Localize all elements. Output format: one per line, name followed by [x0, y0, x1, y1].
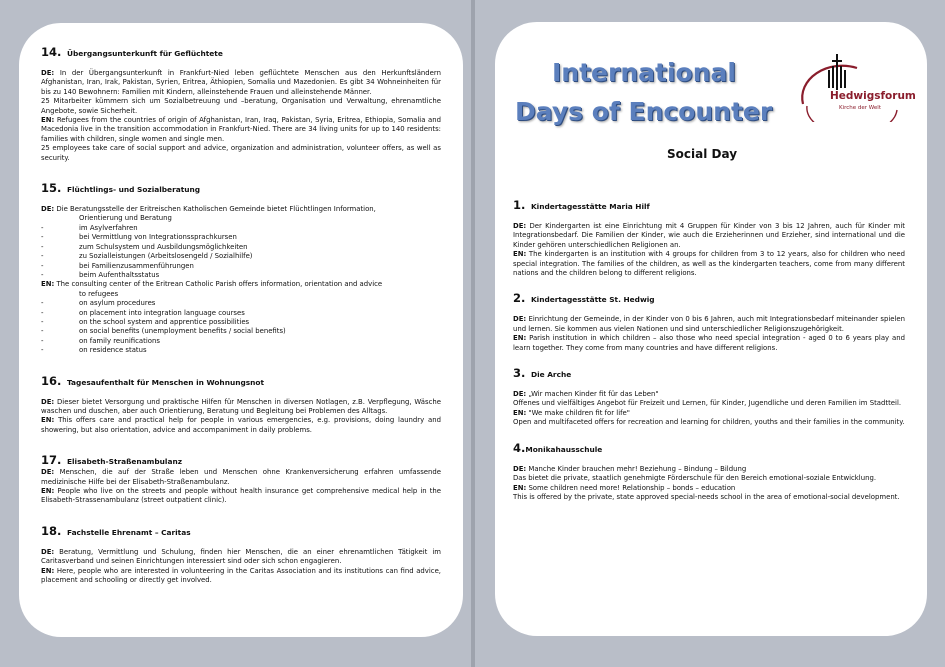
list-item: - on social benefits (unemployment benefits / social benefits) — [41, 327, 441, 336]
hedwigsforum-logo — [797, 52, 917, 122]
list-item: - on residence status — [41, 346, 441, 355]
list-item: - on family reunifications — [41, 337, 441, 346]
en-text: EN: Some children need more! Relationship – bonds – education — [513, 483, 736, 492]
en-text-2: Open and multifaceted offers for recreation and learning for children, youths and their families in the community. — [513, 418, 905, 427]
cross-icon — [828, 54, 846, 90]
section-heading: 1. Kindertagesstätte Maria Hilf — [513, 198, 650, 212]
en-text: EN: Parish institution in which children – also those who need special integration - aged 0 to 6 years play and learn together. They come from many countries and have different religions. — [513, 334, 905, 352]
en-text: EN: This offers care and practical help for people in various emergencies, e.g. provisions, doing laundry and showering, but also orientation, advice and accompaniment in daily problems. — [41, 416, 441, 434]
section-heading: 4.Monikahausschule — [513, 440, 603, 455]
de-list — [41, 224, 441, 280]
section-14 — [41, 41, 441, 163]
section-heading: 18. Fachstelle Ehrenamt – Caritas — [41, 523, 191, 538]
en-text: EN: The kindergarten is an institution with 4 groups for children from 3 to 12 years, also for children who need special integration. The families of the children, as well as the kindergarten teachers, come from many different nations and the children belong to different religions. — [513, 250, 905, 278]
list-item: - zum Schulsystem und Ausbildungsmöglichkeiten — [41, 243, 441, 252]
logo-subtitle: Kirche der Welt — [839, 105, 881, 111]
title-line-1: International — [552, 58, 736, 87]
de-text-2: Offenes und vielfältiges Angebot für Freizeit und Lernen, für Kinder, Jugendliche und deren Familien im Stadtteil. — [513, 399, 902, 408]
list-item: - on placement into integration language courses — [41, 309, 441, 318]
section-2 — [513, 287, 905, 353]
de-text: DE: In der Übergangsunterkunft in Frankfurt-Nied leben geflüchtete Menschen aus den Herkunftsländern Afghanistan, Iran, Irak, Pakistan, Syrien, Eritrea, Äthiopien, Somalia und Mazedonien. Es gibt 34 Wohneinheiten für bis zu 140 Bewohnern: Familien mit Kindern, alleinstehende Frauen und alleinstehende Männer. — [41, 69, 441, 96]
page-gutter — [471, 0, 475, 667]
en-text-2: This is offered by the private, state approved special-needs school in the area of emotional-social development. — [513, 492, 900, 501]
section-16 — [41, 370, 441, 436]
de-text-cont: Orientierung und Beratung — [79, 214, 172, 223]
section-heading: 17. Elisabeth-Straßenambulanz — [41, 453, 183, 468]
section-4 — [513, 437, 905, 503]
de-text-2: 25 Mitarbeiter kümmern sich um Sozialbetreuung und –beratung, Organisation und Verwaltung, ehrenamtliche Angebote, sowie Sicherheit. — [41, 97, 441, 115]
list-item: - bei Familienzusammenführungen — [41, 262, 441, 271]
section-1 — [513, 194, 905, 278]
en-text: EN: Here, people who are interested in volunteering in the Caritas Association and its institutions can find advice, placement and schooling or directly get involved. — [41, 566, 441, 585]
list-item: - on the school system and apprentice possibilities — [41, 318, 441, 327]
left-page — [19, 23, 463, 637]
de-text: DE: Die Beratungsstelle der Eritreischen Katholischen Gemeinde bietet Flüchtlingen Information, — [41, 205, 376, 214]
logo-arc-icon — [797, 52, 917, 122]
section-15 — [41, 177, 441, 356]
right-page — [495, 22, 927, 636]
subtitle: Social Day — [667, 147, 738, 161]
list-item: - im Asylverfahren — [41, 224, 441, 233]
section-heading: 15. Flüchtlings- und Sozialberatung — [41, 181, 201, 196]
section-heading: 14. Übergangsunterkunft für Geflüchtete — [41, 45, 223, 59]
list-item: - zu Sozialleistungen (Arbeitslosengeld / Sozialhilfe) — [41, 252, 441, 261]
en-text-cont: to refugees — [79, 289, 119, 298]
en-list — [41, 299, 441, 355]
en-text-2: 25 employees take care of social support and advice, organization and administration, volunteer offers, as well as security. — [41, 144, 441, 162]
section-17 — [41, 449, 441, 506]
en-text: EN: The consulting center of the Eritrean Catholic Parish offers information, orientation and advice — [41, 280, 383, 289]
de-text: DE: Einrichtung der Gemeinde, in der Kinder von 0 bis 6 Jahren, auch mit Integrationsbedarf miteinander spielen und lernen. Sie kommen aus vielen Nationen und sind unterschiedlicher Religionszugehörigkeit. — [513, 315, 905, 333]
title-line-2: Days of Encounter — [515, 97, 773, 126]
de-text: DE: Der Kindergarten ist eine Einrichtung mit 4 Gruppen für Kinder von 3 bis 12 Jahren, auch für Kinder mit Integrationsbedarf. Die Familien der Kinder, wie auch die Erzieherinnen und Erzieher, sind international und die Kinder gehören unterschiedlichen Religionen an. — [513, 222, 905, 249]
logo-name: Hedwigsforum — [830, 90, 916, 102]
de-text-2: Das bietet die private, staatlich genehmigte Förderschule für den Bereich emotional-soziale Entwicklung. — [513, 474, 877, 483]
en-text: EN: Refugees from the countries of origin of Afghanistan, Iran, Iraq, Pakistan, Syria, Eritrea, Ethiopia, Somalia and Macedonia live in the transition accommodation in Frankfurt-Nied. There are 34 living units for up to 140 residents: families with children, single women and single men. — [41, 116, 441, 143]
de-text: DE: „Wir machen Kinder fit für das Leben" — [513, 390, 659, 399]
en-text: EN: People who live on the streets and people without health insurance get comprehensive medical help in the Elisabeth-Strassenambulanz (street outpatient clinic). — [41, 487, 441, 505]
en-text: EN: "We make children fit for life" — [513, 408, 630, 417]
section-3 — [513, 362, 905, 428]
de-text: DE: Beratung, Vermittlung und Schulung, finden hier Menschen, die an einer ehrenamtlichen Tätigkeit im Caritasverband und seinen Einrichtungen interessiert sind oder sich schon engagieren. — [41, 547, 441, 566]
section-heading: 16. Tagesaufenthalt für Menschen in Wohnungsnot — [41, 373, 265, 388]
section-18 — [41, 520, 441, 586]
list-item: - on asylum procedures — [41, 299, 441, 308]
de-text: DE: Manche Kinder brauchen mehr! Beziehung – Bindung – Bildung — [513, 464, 747, 473]
de-text: DE: Menschen, die auf der Straße leben und Menschen ohne Krankenversicherung erfahren umfassende medizinische Hilfe bei der Elisabeth-Straßenambulanz. — [41, 468, 441, 486]
de-text: DE: Dieser bietet Versorgung und praktische Hilfen für Menschen in diversen Notlagen, z.B. Verpflegung, Wäsche waschen und duschen, aber auch Orientierung, Beratung und Begleitung bei Problemen des Alltags. — [41, 397, 441, 415]
list-item: - bei Vermittlung von Integrationssprachkursen — [41, 233, 441, 242]
list-item: - beim Aufenthaltsstatus — [41, 271, 441, 280]
section-heading: 3. Die Arche — [513, 366, 572, 381]
section-heading: 2. Kindertagesstätte St. Hedwig — [513, 291, 655, 306]
